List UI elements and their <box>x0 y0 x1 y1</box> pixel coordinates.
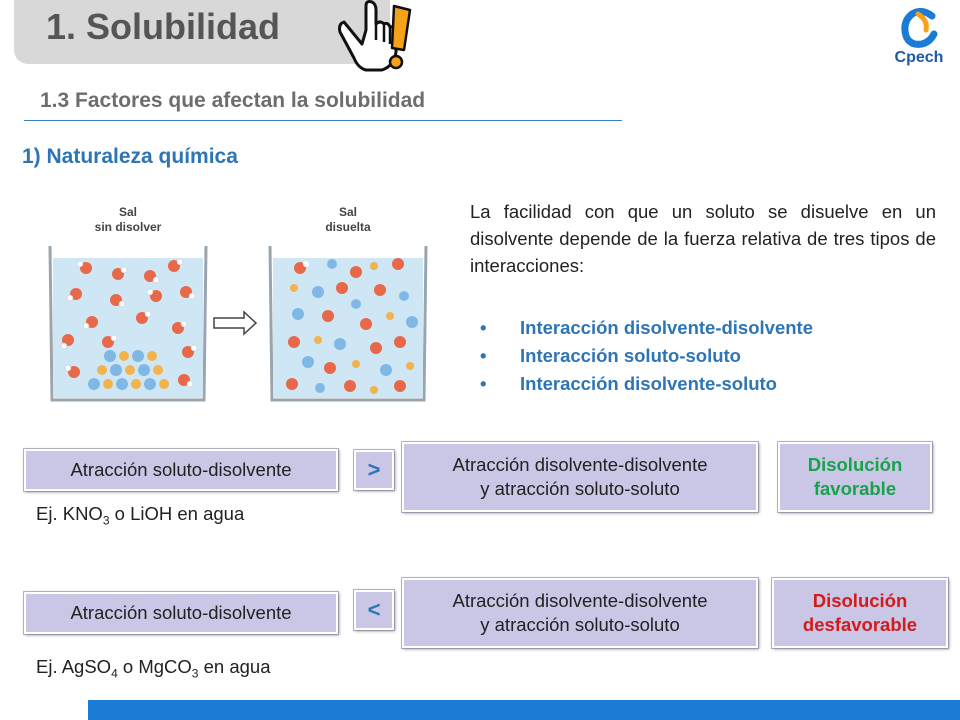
favorable-result-box: Disolución favorable <box>778 442 932 512</box>
label-dissolved-1: Sal <box>338 205 358 219</box>
bullet-icon: • <box>480 373 487 394</box>
footer-bar <box>88 700 960 720</box>
pointing-hand-exclamation-icon <box>336 0 416 76</box>
page-title: 1. Solubilidad <box>46 6 281 47</box>
list-item: • Interacción disolvente-disolvente <box>480 314 813 342</box>
cpech-logo <box>888 6 950 68</box>
section-subtitle: 1.3 Factores que afectan la solubilidad <box>40 89 426 112</box>
dissolution-illustration <box>38 196 438 406</box>
solvent-solvent-box-1: Atracción disolvente-disolvente y atracción soluto-soluto <box>402 442 758 512</box>
unfavorable-result-box: Disolución desfavorable <box>772 578 948 648</box>
bullet-icon: • <box>480 345 487 366</box>
solvent-solvent-box-2: Atracción disolvente-disolvente y atracción soluto-soluto <box>402 578 758 648</box>
label-dissolved-2: disuelta <box>325 220 371 234</box>
beaker-right <box>270 246 426 400</box>
subtitle-divider <box>24 120 622 121</box>
list-item: • Interacción disolvente-soluto <box>480 370 813 398</box>
example-favorable: Ej. $KNO_3$ o LiOH en agua <box>36 503 245 528</box>
less-than-sign: < <box>354 590 394 630</box>
list-item: • Interacción soluto-soluto <box>480 342 813 370</box>
logo-text: Cpech <box>894 49 944 66</box>
label-undissolved-1: Sal <box>118 205 138 219</box>
greater-than-sign: > <box>354 450 394 490</box>
solute-solvent-box-1: Atracción soluto-disolvente <box>24 449 338 491</box>
section-heading: 1) Naturaleza química <box>22 145 238 168</box>
beaker-left <box>50 246 206 400</box>
label-undissolved-2: sin disolver <box>94 220 162 234</box>
example-unfavorable: Ej. AgSO$_4$ o MgCO$_3$ en agua <box>36 656 271 681</box>
intro-paragraph: La facilidad con que un soluto se disuelve en un disolvente depende de la fuerza relativa de tres tipos de interacciones: <box>470 201 936 276</box>
interaction-list <box>480 314 813 398</box>
solute-solvent-box-2: Atracción soluto-disolvente <box>24 592 338 634</box>
bullet-icon: • <box>480 317 487 338</box>
right-arrow-icon <box>214 312 256 334</box>
